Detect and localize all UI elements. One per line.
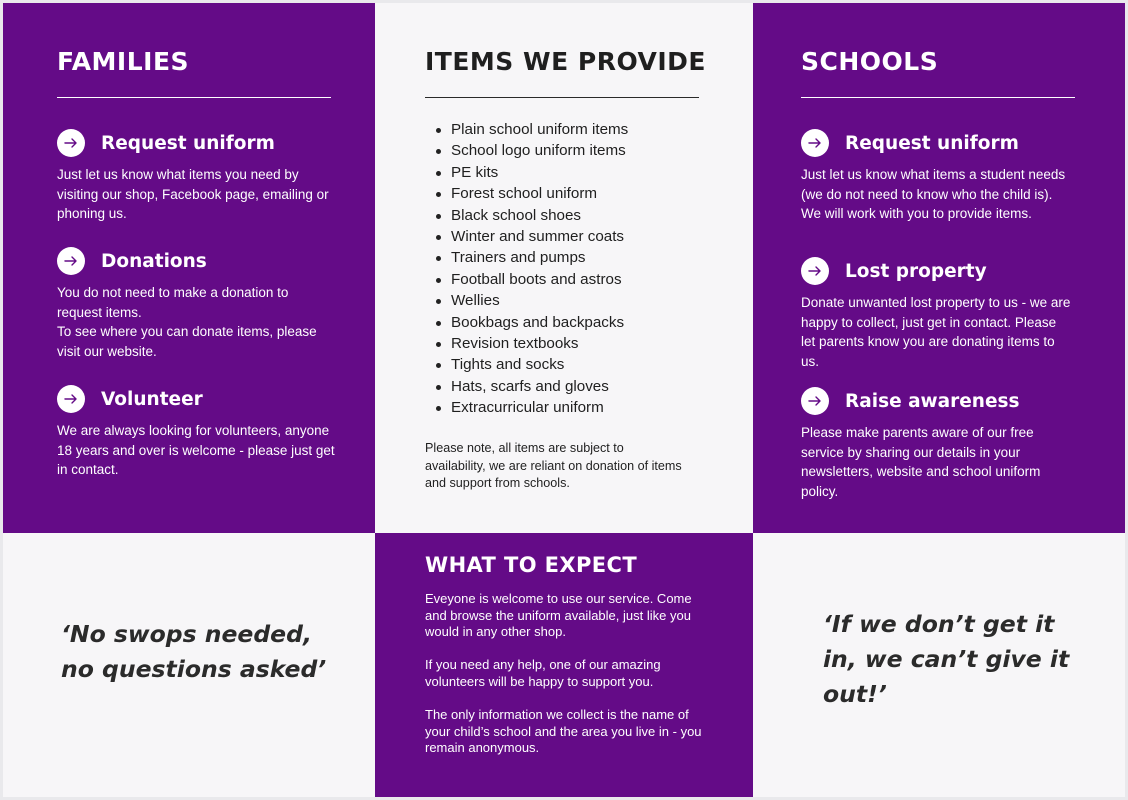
schools-heading: SCHOOLS bbox=[801, 47, 939, 76]
arrow-right-icon bbox=[57, 129, 85, 157]
section-text: Just let us know what items a student needs (we do not need to know who the child is). We will work with you to provide items. bbox=[801, 167, 1066, 221]
quote-right-panel bbox=[753, 533, 1125, 797]
quote-right bbox=[823, 607, 1069, 712]
arrow-right-icon bbox=[801, 387, 829, 415]
item-list-entry: School logo uniform items bbox=[431, 140, 731, 161]
section-text: Just let us know what items you need by visiting our shop, Facebook page, emailing or phoning us. bbox=[57, 167, 329, 221]
schools-panel bbox=[753, 3, 1125, 533]
quote-line: no questions asked’ bbox=[61, 655, 327, 683]
item-list-entry: Wellies bbox=[431, 290, 731, 311]
section-title: Request uniform bbox=[845, 132, 1019, 154]
section-text: We are always looking for volunteers, anyone 18 years and over is welcome - please just get in contact. bbox=[57, 423, 335, 477]
expect-panel bbox=[375, 533, 753, 797]
quote-line: ‘No swops needed, bbox=[61, 620, 312, 648]
families-panel bbox=[3, 3, 375, 533]
section-title: Donations bbox=[101, 250, 207, 272]
section-body bbox=[801, 165, 1071, 224]
items-panel bbox=[375, 3, 753, 533]
item-list-entry: Black school shoes bbox=[431, 205, 731, 226]
schools-divider bbox=[801, 97, 1075, 98]
section-text: Please make parents aware of our free service by sharing our details in your newsletters, website and school uniform policy. bbox=[801, 425, 1041, 499]
families-divider bbox=[57, 97, 331, 98]
expect-paragraph: If you need any help, one of our amazing volunteers will be happy to support you. bbox=[425, 657, 661, 689]
section-text: You do not need to make a donation to request items. bbox=[57, 285, 289, 320]
arrow-right-icon bbox=[57, 247, 85, 275]
section-title: Raise awareness bbox=[845, 390, 1020, 412]
schools-raise-awareness bbox=[801, 387, 1071, 501]
item-list-entry: Winter and summer coats bbox=[431, 226, 731, 247]
item-list-entry: PE kits bbox=[431, 162, 731, 183]
section-body bbox=[57, 283, 337, 361]
section-body bbox=[801, 423, 1071, 501]
expect-paragraph: The only information we collect is the name of your child’s school and the area you live in - you remain anonymous. bbox=[425, 707, 702, 755]
expect-paragraph: Eveyone is welcome to use our service. Come and browse the uniform available, just like you would in any other shop. bbox=[425, 591, 692, 639]
availability-note: Please note, all items are subject to availability, we are reliant on donation of items and support from schools. bbox=[425, 441, 682, 490]
arrow-right-icon bbox=[801, 257, 829, 285]
section-title: Lost property bbox=[845, 260, 987, 282]
items-list bbox=[431, 119, 731, 419]
item-list-entry: Hats, scarfs and gloves bbox=[431, 376, 731, 397]
families-volunteer bbox=[57, 385, 337, 480]
items-heading: ITEMS WE PROVIDE bbox=[425, 47, 707, 76]
section-text: To see where you can donate items, please visit our website. bbox=[57, 324, 317, 359]
section-body bbox=[801, 293, 1071, 371]
schools-header bbox=[801, 49, 1077, 98]
quote-line: ‘If we don’t get it bbox=[823, 610, 1055, 638]
item-list-entry: Extracurricular uniform bbox=[431, 397, 731, 418]
section-title: Volunteer bbox=[101, 388, 203, 410]
quote-line: out!’ bbox=[823, 680, 887, 708]
families-header bbox=[57, 49, 333, 98]
families-heading: FAMILIES bbox=[57, 47, 190, 76]
schools-request-uniform bbox=[801, 129, 1071, 224]
item-list-entry: Plain school uniform items bbox=[431, 119, 731, 140]
section-body bbox=[57, 421, 337, 480]
quote-left bbox=[61, 617, 326, 687]
quote-line: in, we can’t give it bbox=[823, 645, 1070, 673]
item-list-entry: Trainers and pumps bbox=[431, 247, 731, 268]
leaflet-page bbox=[3, 3, 1125, 797]
expect-heading: WHAT TO EXPECT bbox=[425, 553, 638, 577]
section-title: Request uniform bbox=[101, 132, 275, 154]
items-divider bbox=[425, 97, 699, 98]
arrow-right-icon bbox=[801, 129, 829, 157]
arrow-right-icon bbox=[57, 385, 85, 413]
families-request-uniform bbox=[57, 129, 337, 224]
quote-left-panel bbox=[3, 533, 375, 797]
section-body bbox=[57, 165, 337, 224]
item-list-entry: Football boots and astros bbox=[431, 269, 731, 290]
schools-lost-property bbox=[801, 257, 1071, 371]
section-text: Donate unwanted lost property to us - we are happy to collect, just get in contact. Please let parents know you are donating items to us. bbox=[801, 295, 1071, 369]
families-donations bbox=[57, 247, 337, 361]
item-list-entry: Bookbags and backpacks bbox=[431, 312, 731, 333]
item-list-entry: Tights and socks bbox=[431, 354, 731, 375]
item-list-entry: Forest school uniform bbox=[431, 183, 731, 204]
items-header bbox=[425, 49, 705, 98]
item-list-entry: Revision textbooks bbox=[431, 333, 731, 354]
